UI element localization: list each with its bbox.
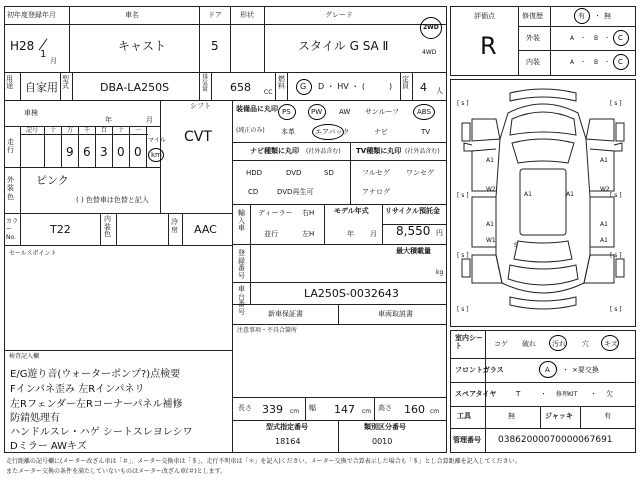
seat-scratch: キズ <box>604 340 618 348</box>
navi-dvd-play: DVD再生可 <box>277 188 314 196</box>
damage-mark: A1 <box>566 191 574 198</box>
exterior-label: 外装色 <box>7 176 14 201</box>
yen: 円 <box>436 229 443 237</box>
spare-kit: 修理KIT <box>556 391 578 398</box>
equip-leather: 本革 <box>281 128 295 136</box>
int-grade-a: A <box>570 59 575 66</box>
windshield <box>512 139 574 163</box>
length-label: 長さ <box>238 404 252 412</box>
damage-mark: S <box>514 242 518 249</box>
mile-label: マイル <box>148 137 166 144</box>
svg-text:[ s ]: [ s ] <box>457 192 469 199</box>
roof <box>520 169 566 235</box>
first-reg-era: H28 <box>10 39 35 53</box>
mileage-label: 走行 <box>7 138 14 155</box>
equip-navi: ナビ <box>374 128 388 136</box>
hood <box>510 112 576 135</box>
width-cm: cm <box>362 408 372 415</box>
right-front-fender <box>586 119 614 141</box>
svg-text:[ s ]: [ s ] <box>457 252 469 259</box>
first-reg-label: 初年度登録年月 <box>7 11 56 19</box>
km-label: km <box>151 151 162 159</box>
seat-hole: 穴 <box>582 340 589 348</box>
ext-grade-c: C <box>618 34 623 42</box>
car-name: キャスト <box>118 39 167 53</box>
damage-mark: A1 <box>600 221 608 228</box>
month-unit: 月 <box>50 57 57 65</box>
mgmt-label: 管理番号 <box>453 436 481 444</box>
repair-no: 無 <box>604 12 611 20</box>
record-label: 記号 <box>26 127 39 134</box>
import-left: 左H <box>302 230 315 238</box>
inspector-line: E/G遊り音(ウォーターポンプ?)点検要 <box>10 369 181 380</box>
seat-stain: 汚れ <box>552 340 566 348</box>
doors-label: ドア <box>208 11 222 19</box>
seat-tear: 破れ <box>522 340 536 348</box>
length: 339 <box>262 403 283 416</box>
rear-window <box>514 241 572 262</box>
doors: 5 <box>211 39 219 53</box>
mileage-digit: 0 <box>134 145 142 159</box>
fuel-label: 燃料 <box>278 75 285 90</box>
wheel-rf <box>616 123 624 141</box>
damage-mark: A1 <box>600 237 608 244</box>
tv-sub: (社外品含む) <box>405 148 440 155</box>
score-label: 評価点 <box>474 12 495 20</box>
navi-label: ナビ種類に丸印 <box>250 147 299 155</box>
interior-color-label: 内装色 <box>104 215 111 239</box>
shift-label: シフト <box>190 102 211 110</box>
registration-label: 登録番号 <box>238 249 245 281</box>
model-label: 型式 <box>62 75 69 90</box>
manual: 車両取説書 <box>378 310 413 318</box>
inspector-line: 左Rフェンダー左Rコーナーパネル補修 <box>10 399 183 410</box>
damage-mark: W2 <box>486 186 496 193</box>
tv-fullseg: フルセグ <box>362 169 390 177</box>
model-year-year: 年 <box>347 230 354 238</box>
cc-unit: CC <box>264 89 273 96</box>
svg-text:[ s ]: [ s ] <box>457 306 469 313</box>
equip-ps: PS <box>282 108 291 116</box>
left-rear-fender <box>472 255 502 283</box>
car-diagram <box>450 79 636 327</box>
spare-label: スペアタイヤ <box>455 390 497 398</box>
model-year-label: モデル年式 <box>334 207 369 215</box>
inspector-line: Fインパネ歪み 左Rインパネリ <box>10 384 145 395</box>
fuel-options: D ・ HV ・ ( ) <box>318 82 393 91</box>
left-front-fender <box>472 119 500 141</box>
mileage-digit-header: 万 <box>67 127 74 134</box>
new-warranty: 新車保証書 <box>268 310 303 318</box>
mileage-digit: 3 <box>100 145 108 159</box>
drive-2wd: 2WD <box>423 24 439 31</box>
height-cm: cm <box>430 408 440 415</box>
tools: 無 <box>508 412 515 420</box>
import-parallel: 並行 <box>264 230 278 238</box>
tv-analog: アナログ <box>362 188 390 196</box>
mileage-digit: 0 <box>117 145 125 159</box>
displacement: 658 <box>230 81 251 94</box>
equipment-label: 装備品に丸印 <box>236 105 278 113</box>
mileage-digit-header: 百 <box>101 127 108 134</box>
seat-label: 室内シート <box>455 334 483 351</box>
mileage-digit-header: 千 <box>84 127 91 134</box>
notes-label: 注意事項・不具合箇所 <box>237 327 298 334</box>
category-label: 類別区分番号 <box>364 423 406 431</box>
usage-label: 用途 <box>6 75 13 90</box>
equip-airbag: エアバック <box>315 128 350 136</box>
chassis-label: 車台番号 <box>238 285 245 317</box>
navi-sd: SD <box>324 169 334 177</box>
mileage-digit: 6 <box>83 145 91 159</box>
equipment-sub: (純正のみ) <box>236 127 265 134</box>
navi-cd: CD <box>248 188 259 196</box>
damage-mark: A1 <box>486 157 494 164</box>
footer-line1: 走行距離の記号欄に(メーター改ざん車は「＃」、メーター交換車は「＄」、走行不明車は「＊」を記入)ください。メーター交換で合算表示した場合も「＄」とし合算距離を記入してください。 <box>6 458 521 465</box>
inspection-month: 月 <box>146 116 153 124</box>
ext-grade-a: A <box>570 35 575 42</box>
svg-text:[ s ]: [ s ] <box>610 252 622 259</box>
svg-text:[ s ]: [ s ] <box>457 100 469 107</box>
shift: CVT <box>184 129 212 145</box>
navi-hdd: HDD <box>246 169 263 177</box>
int-grade-c: C <box>618 58 623 66</box>
damage-mark: W1 <box>486 237 496 244</box>
ac: AAC <box>194 223 217 236</box>
usage: 自家用 <box>25 81 58 94</box>
jack: 有 <box>604 412 611 420</box>
seat-burn: コゲ <box>494 340 508 348</box>
ac-label: 冷房 <box>171 218 178 234</box>
exterior-note: ( ) 色替車は色替と記入 <box>76 196 149 204</box>
wheel-lr <box>462 259 470 277</box>
wheel-lf <box>462 123 470 141</box>
right-rear-fender <box>584 255 614 283</box>
navi-dvd: DVD <box>286 169 302 177</box>
model-year-month: 月 <box>370 230 377 238</box>
category: 0010 <box>372 437 393 446</box>
displacement-label: 排気量 <box>202 74 209 93</box>
sales-point-label: セールスポイント <box>9 250 57 257</box>
color-code-label: カラーNo. <box>6 218 19 241</box>
fuel-g: G <box>300 82 307 91</box>
damage-mark: W2 <box>600 186 610 193</box>
import-dealer: ディーラー <box>258 209 293 217</box>
wheel-rr <box>616 259 624 277</box>
height-label: 高さ <box>378 404 392 412</box>
left-mirror <box>464 143 472 151</box>
repair-label: 修復歴 <box>522 12 543 20</box>
damage-mark: A1 <box>486 221 494 228</box>
svg-text:[ s ]: [ s ] <box>610 100 622 107</box>
equip-pw: PW <box>311 108 323 116</box>
color-code: T22 <box>50 223 71 236</box>
drive-4wd: 4WD <box>422 49 437 56</box>
tools-label: 工具 <box>457 412 471 420</box>
spare-missing: 欠 <box>606 390 613 398</box>
equip-sunroof: サンルーフ <box>365 108 400 116</box>
mileage-digit-header: 十 <box>50 127 57 134</box>
interior-score-label: 内装 <box>526 58 540 66</box>
tv-label: TV種類に丸印 <box>356 147 402 155</box>
recycle-label: リサイクル預託金 <box>385 207 441 215</box>
inspection-year: 年 <box>105 116 112 124</box>
model: DBA-LA250S <box>100 81 170 94</box>
navi-sub: (社外品含む) <box>306 148 341 155</box>
damage-mark: A1 <box>524 191 532 198</box>
recycle: 8,550 <box>396 224 431 238</box>
import-label: 輸入車 <box>238 209 245 233</box>
repair-yes: 有 <box>578 12 585 20</box>
right-front-door <box>590 149 614 191</box>
width: 147 <box>334 403 355 416</box>
inspection-label: 車検 <box>24 109 38 117</box>
mileage-digit: 9 <box>66 145 74 159</box>
svg-text:[ s ]: [ s ] <box>610 192 622 199</box>
damage-mark: A1 <box>600 157 608 164</box>
int-grade-b: B <box>594 59 599 66</box>
length-cm: cm <box>290 408 300 415</box>
mileage-digit-header: 一 <box>135 127 142 134</box>
type-designation: 18164 <box>275 437 301 446</box>
type-designation-label: 型式指定番号 <box>266 423 308 431</box>
tv-oneseg: ワンセグ <box>406 169 434 177</box>
equip-aw: AW <box>339 108 351 116</box>
car-name-label: 車名 <box>125 11 139 19</box>
glass-a: A <box>545 366 550 374</box>
svg-text:[ s ]: [ s ] <box>610 306 622 313</box>
inspector-line: ハンドルスレ・ハゲ シートスレヨレシワ <box>10 427 193 438</box>
glass-replace: ×要交換 <box>572 366 599 374</box>
exterior-color: ピンク <box>36 174 69 187</box>
person-unit: 人 <box>436 87 443 95</box>
exterior-score-label: 外装 <box>526 34 540 42</box>
inspector-label: 検査記入欄 <box>9 353 40 360</box>
grade: スタイル G SA Ⅱ <box>298 39 389 53</box>
front-bumper <box>510 89 576 101</box>
footer-line2: またメーター交換の条件を満たしていないものはメーター改ざん車(＃)とします。 <box>6 468 227 475</box>
shape-label: 形状 <box>240 11 254 19</box>
max-load-label: 最大積載量 <box>396 247 431 255</box>
height: 160 <box>404 403 425 416</box>
grade-label: グレード <box>325 11 353 19</box>
score-value: R <box>480 32 497 60</box>
right-mirror <box>614 143 622 151</box>
kg: kg <box>436 269 444 276</box>
trunk <box>508 265 578 285</box>
spare-t: T <box>516 390 521 398</box>
width-label: 幅 <box>309 404 316 412</box>
equip-abs: ABS <box>417 108 431 116</box>
inspector-line: Dミラー AWキズ <box>10 441 87 452</box>
capacity: 4 <box>420 81 427 94</box>
left-front-door <box>472 149 496 191</box>
equip-tv: TV <box>421 128 431 136</box>
inspector-line: 防錆処理有 <box>10 413 60 424</box>
jack-label: ジャッキ <box>545 412 573 420</box>
ext-grade-b: B <box>594 35 599 42</box>
glass-label: フロントガラス <box>455 366 504 374</box>
first-reg-month: 1 <box>40 49 47 60</box>
inspector-notes <box>8 362 228 452</box>
capacity-label: 定員 <box>402 75 409 90</box>
import-right: 右H <box>302 209 315 217</box>
chassis: LA250S-0032643 <box>304 287 399 300</box>
mileage-digit-header: 十 <box>118 127 125 134</box>
mgmt-number: 03862000070000067691 <box>498 435 613 445</box>
rear-bumper <box>510 297 576 309</box>
